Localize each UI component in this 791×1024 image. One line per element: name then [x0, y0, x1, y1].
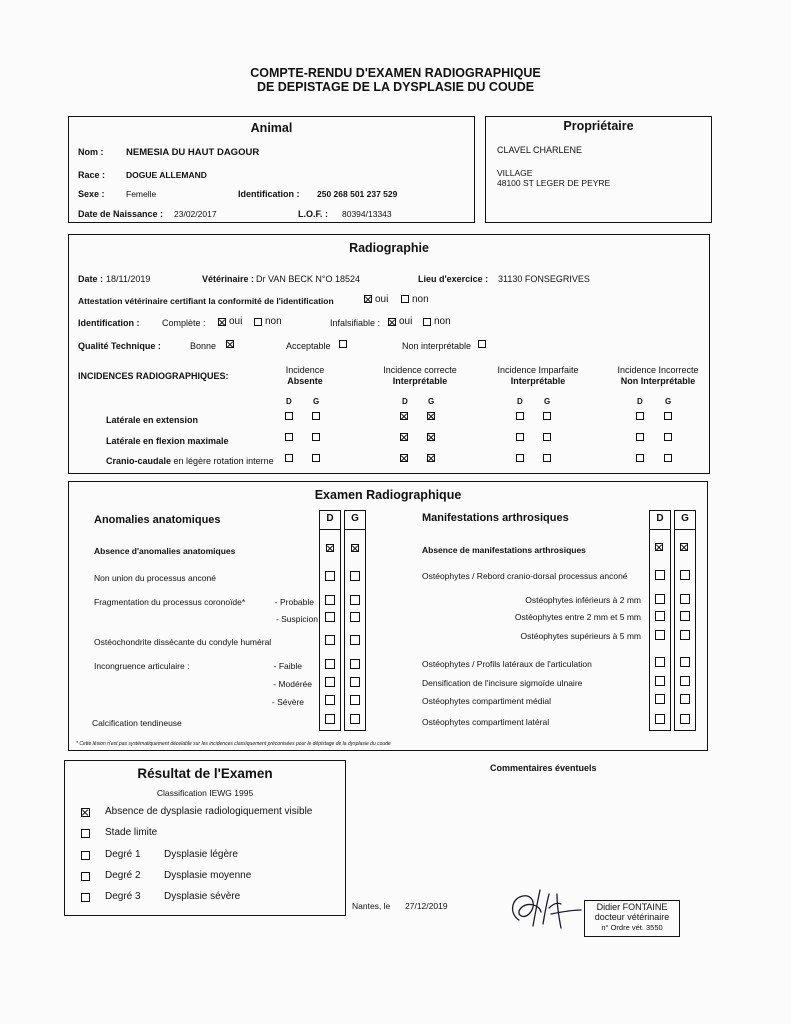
radio-attest: Attestation vétérinaire certifiant la conformité de l'identification	[78, 296, 334, 306]
exam-right-g-head: G	[681, 513, 689, 524]
incid-col1a: Incidence	[285, 365, 325, 375]
vet-stamp-line2: docteur vétérinaire	[594, 912, 670, 922]
incid-row1-label: Latérale en extension	[106, 415, 199, 425]
exam-left-header: Anomalies anatomiques	[94, 514, 221, 526]
quality-acceptable-checkbox[interactable]	[339, 340, 347, 348]
incid-row3-bold: Cranio-caudale	[106, 456, 172, 466]
exam-footnote: * Cette lésion n'est pas systématiquement décelable sur les incidences classiquement préconisées pour le dépistage de la dysplasie du coude	[76, 741, 391, 747]
ident-label: Identification :	[78, 318, 140, 328]
right-row-8-label: Ostéophytes compartiment latéral	[422, 717, 550, 727]
right-row-3-label: Ostéophytes entre 2 mm et 5 mm	[514, 612, 641, 622]
exam-right-d-head: D	[656, 513, 664, 524]
title-line2: DE DEPISTAGE DE LA DYSPLASIE DU COUDE	[256, 80, 535, 94]
result-item-3-checkbox[interactable]	[81, 872, 90, 881]
right-row-7-d[interactable]	[655, 694, 665, 704]
left-row-7-sub: - Sévère	[271, 697, 304, 707]
right-row-2-label: Ostéophytes inférieurs à 2 mm	[525, 595, 641, 605]
complete-non-checkbox[interactable]	[254, 318, 262, 326]
right-row-5-d[interactable]	[655, 657, 665, 667]
exam-right-g-sep	[674, 529, 696, 530]
left-row-0-g[interactable]	[351, 544, 359, 552]
radio-vet: Dr VAN BECK N°O 18524	[256, 274, 360, 284]
right-row-0-d[interactable]	[655, 543, 663, 551]
r3-incorrecte-g[interactable]	[664, 454, 672, 462]
left-row-3-sub: - Suspicion	[275, 614, 318, 624]
animal-dob: 23/02/2017	[174, 209, 217, 219]
r1-imparfaite-g[interactable]	[543, 412, 551, 420]
radio-date: 18/11/2019	[106, 274, 151, 284]
incid-col2b: Interprétable	[392, 376, 448, 386]
right-row-6-g[interactable]	[680, 676, 690, 686]
animal-sex-label: Sexe :	[78, 189, 105, 199]
radio-date-label: Date :	[78, 274, 104, 284]
left-row-6-g[interactable]	[350, 677, 360, 687]
r2-incorrecte-d[interactable]	[636, 433, 644, 441]
result-item-0-checkbox[interactable]	[81, 808, 90, 817]
r2-imparfaite-d[interactable]	[516, 433, 524, 441]
exam-left-g-sep	[344, 529, 366, 530]
attest-oui-label: oui	[375, 294, 389, 305]
left-row-0-label: Absence d'anomalies anatomiques	[94, 546, 236, 556]
falsifiable-oui-label: oui	[399, 316, 413, 327]
r1-absente-d[interactable]	[285, 412, 293, 420]
left-row-2-sub: - Probable	[274, 597, 314, 607]
vet-stamp-line1: Didier FONTAINE	[596, 902, 668, 912]
result-item-3-label: Dysplasie moyenne	[164, 870, 252, 881]
result-item-4-checkbox[interactable]	[81, 893, 90, 902]
incid-col4a: Incidence Incorrecte	[617, 365, 699, 375]
right-row-8-d[interactable]	[655, 714, 665, 724]
owner-address2: 48100 ST LEGER DE PEYRE	[497, 178, 611, 188]
signature-date: 27/12/2019	[405, 901, 448, 911]
right-row-8-g[interactable]	[680, 714, 690, 724]
incid-g-3: G	[544, 397, 551, 406]
owner-name: CLAVEL CHARLENE	[497, 145, 583, 155]
comments-header: Commentaires éventuels	[490, 763, 597, 773]
complete-oui-checkbox[interactable]	[218, 318, 226, 326]
quality-bonne-label: Bonne	[190, 341, 217, 351]
animal-race: DOGUE ALLEMAND	[126, 170, 207, 180]
incid-g-2: G	[428, 397, 435, 406]
r1-imparfaite-d[interactable]	[516, 412, 524, 420]
right-row-6-d[interactable]	[655, 676, 665, 686]
attest-non-checkbox[interactable]	[401, 295, 409, 303]
right-row-5-g[interactable]	[680, 657, 690, 667]
radio-header: Radiographie	[349, 241, 429, 255]
falsifiable-non-label: non	[434, 316, 451, 327]
complete-oui-label: oui	[229, 316, 243, 327]
incid-d-3: D	[517, 397, 523, 406]
owner-header: Propriétaire	[563, 119, 634, 133]
left-row-0-d[interactable]	[326, 544, 334, 552]
ident-falsifiable-label: Infalsifiable :	[330, 318, 381, 328]
r3-absente-d[interactable]	[285, 454, 293, 462]
left-row-2-d[interactable]	[325, 595, 335, 605]
r2-correcte-d[interactable]	[400, 433, 408, 441]
left-row-7-g[interactable]	[350, 695, 360, 705]
left-row-5-g[interactable]	[350, 659, 360, 669]
r1-absente-g[interactable]	[312, 412, 320, 420]
incid-d-4: D	[637, 397, 643, 406]
exam-left-d-sep	[319, 529, 341, 530]
left-row-2-label: Fragmentation du processus coronoïde*	[94, 597, 246, 607]
exam-right-d-sep	[649, 529, 671, 530]
r1-incorrecte-g[interactable]	[664, 412, 672, 420]
result-item-0-label: Absence de dysplasie radiologiquement visible	[105, 806, 313, 817]
left-row-5-d[interactable]	[325, 659, 335, 669]
incid-col3a: Incidence Imparfaite	[497, 365, 579, 375]
incid-col4b: Non Interprétable	[620, 376, 696, 386]
result-item-4-label: Dysplasie sévère	[164, 891, 241, 902]
result-item-1-label: Stade limite	[105, 827, 158, 838]
incid-row3-label	[106, 456, 274, 467]
right-row-2-g[interactable]	[680, 594, 690, 604]
animal-id-label: Identification :	[238, 189, 300, 199]
incid-row3-rest: en légère rotation interne	[171, 456, 274, 466]
right-row-0-g[interactable]	[680, 543, 688, 551]
left-row-1-g[interactable]	[350, 571, 360, 581]
quality-acceptable-label: Acceptable	[286, 341, 331, 351]
incid-col1b: Absente	[287, 376, 323, 386]
left-row-4-d[interactable]	[325, 635, 335, 645]
right-row-4-g[interactable]	[680, 630, 690, 640]
right-row-3-g[interactable]	[680, 611, 690, 621]
left-row-3-d[interactable]	[325, 612, 335, 622]
result-item-2-checkbox[interactable]	[81, 851, 90, 860]
incid-d-1: D	[286, 397, 292, 406]
left-row-8-d[interactable]	[325, 714, 335, 724]
r2-absente-g[interactable]	[312, 433, 320, 441]
quality-bonne-checkbox[interactable]	[226, 340, 234, 348]
result-item-2-label: Dysplasie légère	[164, 849, 238, 860]
result-item-1-checkbox[interactable]	[81, 829, 90, 838]
exam-left-g-head: G	[351, 513, 359, 524]
left-row-5-sub: - Faible	[273, 661, 302, 671]
exam-header: Examen Radiographique	[314, 488, 462, 502]
incid-d-2: D	[402, 397, 408, 406]
left-row-3-g[interactable]	[350, 612, 360, 622]
falsifiable-non-checkbox[interactable]	[423, 318, 431, 326]
r3-imparfaite-g[interactable]	[543, 454, 551, 462]
animal-lof-label: L.O.F. :	[298, 209, 328, 219]
right-row-6-label: Densification de l'incisure sigmoïde ulnaire	[422, 678, 583, 688]
right-row-2-d[interactable]	[655, 594, 665, 604]
result-classif: Classification IEWG 1995	[156, 788, 254, 798]
left-row-6-d[interactable]	[325, 677, 335, 687]
radio-place: 31130 FONSEGRIVES	[498, 274, 590, 284]
right-row-4-label: Ostéophytes supérieurs à 5 mm	[520, 631, 641, 641]
right-row-1-d[interactable]	[655, 570, 665, 580]
falsifiable-oui-checkbox[interactable]	[388, 318, 396, 326]
r3-correcte-g[interactable]	[427, 454, 435, 462]
r1-correcte-d[interactable]	[400, 412, 408, 420]
r3-correcte-d[interactable]	[400, 454, 408, 462]
animal-race-label: Race :	[78, 170, 106, 180]
left-row-6-sub: - Modérée	[273, 679, 312, 689]
incid-row2-label: Latérale en flexion maximale	[106, 436, 229, 446]
r2-imparfaite-g[interactable]	[543, 433, 551, 441]
left-row-8-label: Calcification tendineuse	[92, 718, 182, 728]
ident-complete-label: Complète :	[162, 318, 206, 328]
r3-imparfaite-d[interactable]	[516, 454, 524, 462]
left-row-2-g[interactable]	[350, 595, 360, 605]
exam-left-d-head: D	[326, 513, 334, 524]
quality-noninterp-checkbox[interactable]	[478, 340, 486, 348]
r1-incorrecte-d[interactable]	[636, 412, 644, 420]
animal-id: 250 268 501 237 529	[317, 189, 398, 199]
right-row-4-d[interactable]	[655, 630, 665, 640]
incid-col3b: Interprétable	[510, 376, 566, 386]
attest-oui-checkbox[interactable]	[364, 295, 372, 303]
left-row-1-label: Non union du processus anconé	[94, 573, 216, 583]
right-row-7-g[interactable]	[680, 694, 690, 704]
animal-sex: Femelle	[126, 189, 157, 199]
left-row-5-label: Incongruence articulaire :	[94, 661, 190, 671]
left-row-4-g[interactable]	[350, 635, 360, 645]
animal-dob-label: Date de Naissance :	[78, 209, 164, 219]
complete-non-label: non	[265, 316, 282, 327]
left-row-4-label: Ostéochondrite dissécante du condyle huméral	[94, 637, 272, 647]
result-item-3-grade: Degré 2	[105, 870, 141, 881]
title-line1: COMPTE-RENDU D'EXAMEN RADIOGRAPHIQUE	[250, 66, 541, 80]
quality-label: Qualité Technique :	[78, 341, 161, 351]
animal-lof: 80394/13343	[342, 209, 392, 219]
r2-correcte-g[interactable]	[427, 433, 435, 441]
vet-stamp-line3: n° Ordre vét. 3550	[601, 923, 663, 932]
attest-non-label: non	[412, 294, 429, 305]
left-row-7-d[interactable]	[325, 695, 335, 705]
result-item-2-grade: Degré 1	[105, 849, 141, 860]
animal-name-label: Nom :	[78, 147, 104, 157]
animal-header: Animal	[250, 121, 293, 135]
right-row-7-label: Ostéophytes compartiment médial	[422, 696, 551, 706]
quality-noninterp-label: Non interprétable	[402, 341, 472, 351]
r1-correcte-g[interactable]	[427, 412, 435, 420]
radio-place-label: Lieu d'exercice :	[418, 274, 489, 284]
incid-col2a: Incidence correcte	[383, 365, 457, 375]
right-row-3-d[interactable]	[655, 611, 665, 621]
radio-vet-label: Vétérinaire :	[202, 274, 255, 284]
incid-label: INCIDENCES RADIOGRAPHIQUES:	[78, 371, 229, 381]
left-row-8-g[interactable]	[350, 714, 360, 724]
right-row-5-label: Ostéophytes / Profils latéraux de l'articulation	[422, 659, 592, 669]
r3-incorrecte-d[interactable]	[636, 454, 644, 462]
exam-right-header: Manifestations arthrosiques	[422, 512, 569, 524]
left-row-1-d[interactable]	[325, 571, 335, 581]
right-row-0-label: Absence de manifestations arthrosiques	[422, 545, 586, 555]
r2-absente-d[interactable]	[285, 433, 293, 441]
right-row-1-g[interactable]	[680, 570, 690, 580]
handwritten-signature	[505, 884, 585, 932]
signature-place: Nantes, le	[352, 901, 391, 911]
result-header: Résultat de l'Examen	[137, 766, 273, 781]
right-row-1-label: Ostéophytes / Rebord cranio-dorsal processus anconé	[422, 571, 628, 581]
r3-absente-g[interactable]	[312, 454, 320, 462]
animal-name: NEMESIA DU HAUT DAGOUR	[126, 147, 260, 158]
owner-address1: VILLAGE	[497, 168, 533, 178]
r2-incorrecte-g[interactable]	[664, 433, 672, 441]
result-item-4-grade: Degré 3	[105, 891, 141, 902]
incid-g-4: G	[665, 397, 672, 406]
incid-g-1: G	[313, 397, 320, 406]
